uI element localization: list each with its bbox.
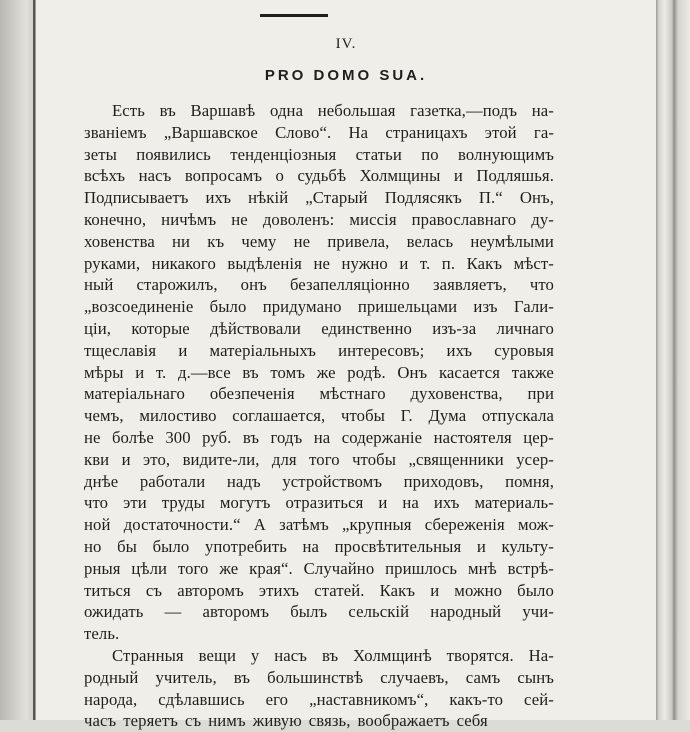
text-line — [84, 296, 554, 318]
word: вещи — [198, 645, 236, 665]
word: которые — [131, 318, 190, 338]
word: статей. — [314, 580, 365, 600]
word: На- — [528, 645, 554, 665]
text-line — [84, 623, 554, 645]
text-line — [84, 667, 554, 689]
word: ожидать — [84, 602, 144, 622]
book-page — [36, 0, 656, 731]
word: ховенства — [84, 231, 155, 251]
word: Слово“. — [275, 122, 332, 142]
word: Какъ — [466, 253, 503, 273]
word: также — [511, 362, 554, 382]
text-line — [84, 471, 554, 493]
word: „Старый — [305, 188, 368, 208]
word: помня, — [505, 471, 554, 491]
word: соглашается, — [232, 406, 326, 426]
word: П.“ — [478, 188, 503, 208]
word: мнѣ — [467, 558, 497, 578]
text-line — [84, 144, 554, 166]
word: бы — [117, 536, 137, 556]
word: живую — [252, 711, 302, 731]
word: ихъ — [433, 493, 460, 513]
word: къ — [207, 231, 225, 251]
word: насъ — [274, 645, 308, 665]
word: большинствѣ — [267, 667, 364, 687]
word: дѣйствовали — [210, 318, 301, 338]
word: Онъ, — [519, 188, 554, 208]
word: но — [84, 536, 102, 556]
word: мѣры — [84, 362, 124, 382]
chapter-title: PRO DOMO SUA. — [264, 67, 428, 84]
word: т. — [155, 362, 167, 382]
word: цѣли — [131, 558, 168, 578]
word: мож- — [517, 515, 554, 535]
word: „возсоединеніе — [84, 297, 194, 317]
word: ихъ — [446, 340, 473, 360]
word: видите-ли, — [182, 449, 260, 469]
text-line — [84, 492, 554, 514]
word: привела, — [327, 231, 390, 251]
word: было — [517, 580, 554, 600]
word: и — [453, 166, 463, 186]
word: страницахъ — [385, 122, 468, 142]
word: заявляетъ, — [432, 275, 507, 295]
word: не — [84, 427, 101, 447]
binding-line — [33, 0, 35, 720]
word: велась — [406, 231, 454, 251]
text-line — [84, 645, 554, 667]
word: отразиться — [285, 493, 364, 513]
word: Подписываетъ — [84, 188, 189, 208]
word: конечно, — [84, 209, 147, 229]
word: въ — [242, 427, 260, 447]
word: Подлясякъ — [384, 188, 462, 208]
word: и — [178, 340, 188, 360]
word: пришлось — [385, 558, 458, 578]
text-line — [84, 318, 554, 340]
word: А — [253, 515, 266, 535]
word: интересовъ; — [338, 340, 425, 360]
word: авторомъ — [177, 580, 244, 600]
word: усер- — [516, 449, 554, 469]
word: — — [164, 602, 182, 622]
word: это, — [143, 449, 171, 469]
word: его — [265, 689, 289, 709]
word: православнаго — [411, 209, 517, 229]
word: д.—все — [178, 362, 231, 382]
chapter-number: IV. — [335, 36, 357, 52]
word: на- — [531, 101, 554, 120]
word: Онъ — [397, 362, 428, 382]
word: настоятеля — [433, 427, 512, 447]
word: было — [209, 297, 247, 317]
word: появились — [136, 144, 211, 164]
word: чтобы — [352, 449, 397, 469]
word: этихъ — [258, 580, 300, 600]
word: часъ — [84, 711, 117, 731]
word: титься — [84, 580, 131, 600]
text-line — [84, 427, 554, 449]
word: ни — [172, 231, 191, 251]
word: случаевъ, — [380, 667, 449, 687]
word: себя — [456, 711, 488, 731]
word: Холмщинѣ — [353, 645, 432, 665]
word: сынъ — [517, 667, 554, 687]
word: съ — [185, 711, 202, 731]
text-line — [84, 514, 554, 536]
word: болѣе — [111, 427, 154, 447]
word: края“. — [249, 558, 293, 578]
word: чему — [241, 231, 277, 251]
text-line — [84, 449, 554, 471]
word: суровыя — [494, 340, 554, 360]
word: ничѣмъ — [161, 209, 217, 229]
word: эти — [123, 493, 147, 513]
word: теряетъ — [123, 711, 178, 731]
word: и — [430, 580, 440, 600]
text-line — [84, 601, 554, 623]
text-line — [84, 710, 554, 732]
word: о — [275, 166, 284, 186]
word: творятся. — [446, 645, 514, 665]
word: устройствомъ — [282, 471, 383, 491]
word: не — [313, 253, 330, 273]
word: доволенъ: — [262, 209, 335, 229]
word: старожилъ, — [136, 275, 218, 295]
text-line — [84, 362, 554, 384]
word: того — [309, 449, 340, 469]
text-line — [84, 165, 554, 187]
word: онъ — [240, 275, 267, 295]
word: руками, — [84, 253, 141, 273]
word: вопросамъ — [184, 166, 263, 186]
text-line — [84, 536, 554, 558]
text-line — [84, 383, 554, 405]
word: ной — [84, 515, 111, 535]
word: въ — [321, 645, 339, 665]
word: по — [421, 144, 439, 164]
word: сей- — [524, 689, 554, 709]
word: томъ — [270, 362, 306, 382]
word: „наставникомъ“, — [309, 689, 429, 709]
word: изъ — [473, 297, 498, 317]
left-page-edge — [0, 0, 36, 720]
word: всѣхъ — [84, 166, 126, 186]
word: и — [121, 449, 131, 469]
word: просвѣтительныя — [334, 536, 462, 556]
word: и — [399, 253, 409, 273]
word: „Варшавское — [163, 122, 258, 142]
word: На — [348, 122, 369, 142]
word: какъ-то — [449, 689, 504, 709]
word: сельскій — [348, 602, 410, 622]
word: матеріальнаго — [84, 384, 186, 404]
word: на — [302, 536, 320, 556]
word: родѣ. — [347, 362, 386, 382]
text-line — [84, 253, 554, 275]
word: т. — [419, 253, 431, 273]
word: содержаніе — [341, 427, 423, 447]
word: ду- — [531, 209, 554, 229]
word: на — [402, 493, 419, 513]
word: народа, — [84, 689, 138, 709]
word: волнующимъ — [458, 144, 554, 164]
word: изъ-за — [432, 318, 477, 338]
word: небольшая — [317, 101, 396, 120]
word: что — [84, 493, 109, 513]
text-line — [84, 122, 554, 144]
word: газетка,—подъ — [410, 101, 518, 120]
text-line — [84, 340, 554, 362]
word: неумѣлыми — [470, 231, 554, 251]
word: сдѣлавшись — [158, 689, 245, 709]
word: Странныя — [112, 645, 184, 665]
word: рныя — [84, 558, 121, 578]
word: въ — [233, 667, 251, 687]
text-line — [84, 580, 554, 602]
word: не — [231, 209, 248, 229]
word: ихъ — [205, 188, 232, 208]
word: встрѣ- — [507, 558, 554, 578]
word: безапелляціонно — [289, 275, 410, 295]
text-line — [84, 405, 554, 427]
word: руб. — [202, 427, 232, 447]
right-page-edge — [656, 0, 690, 720]
word: и — [476, 536, 486, 556]
word: при — [527, 384, 554, 404]
word: га- — [533, 122, 554, 142]
word: тщеславія — [84, 340, 157, 360]
word: учи- — [522, 602, 554, 622]
word: ціи, — [84, 318, 112, 338]
word: у — [250, 645, 260, 665]
word: былъ — [290, 602, 328, 622]
word: въ — [242, 362, 259, 382]
word: „крупныя — [342, 515, 412, 535]
word: того — [177, 558, 209, 578]
text-line — [84, 689, 554, 711]
word: зеты — [84, 144, 117, 164]
word: не — [293, 231, 311, 251]
word: одна — [270, 101, 304, 120]
word: материаль- — [474, 493, 554, 513]
word: съ — [145, 580, 163, 600]
word: что — [529, 275, 554, 295]
word: мѣстнаго — [319, 384, 386, 404]
word: касается — [438, 362, 501, 382]
word: Есть — [112, 101, 145, 120]
word: судьбѣ — [297, 166, 347, 186]
word: Холмщины — [359, 166, 441, 186]
word: культу- — [501, 536, 554, 556]
word: пришельцами — [357, 297, 458, 317]
text-line — [84, 187, 554, 209]
word: Гали- — [513, 297, 554, 317]
word: личнаго — [496, 318, 554, 338]
word: Г. — [400, 406, 413, 426]
word: Какъ — [379, 580, 416, 600]
word: нужно — [341, 253, 388, 273]
word: Варшавѣ — [190, 101, 256, 120]
word: учитель, — [155, 667, 217, 687]
word: этой — [484, 122, 517, 142]
word: духовенства, — [410, 384, 503, 404]
word: ный — [84, 275, 114, 295]
word: для — [271, 449, 297, 469]
text-line — [84, 558, 554, 580]
word: 300 — [165, 427, 191, 447]
word: чтобы — [340, 406, 385, 426]
word: надъ — [226, 471, 261, 491]
text-line — [84, 100, 554, 122]
word: сбереженія — [424, 515, 505, 535]
word: труды — [161, 493, 205, 513]
word: родный — [84, 667, 139, 687]
word: кви — [84, 449, 110, 469]
word: и — [135, 362, 145, 382]
word: годъ — [270, 427, 303, 447]
word: мѣст- — [513, 253, 554, 273]
word: тель. — [84, 624, 120, 644]
word: днѣе — [84, 471, 119, 491]
word: народный — [430, 602, 502, 622]
word: статьи — [355, 144, 402, 164]
text-line — [84, 209, 554, 231]
word: никакого — [151, 253, 216, 273]
word: званіемъ — [84, 122, 147, 142]
word: затѣмъ — [279, 515, 329, 535]
word: въ — [159, 101, 176, 120]
word: и — [378, 493, 388, 513]
word: цер- — [523, 427, 554, 447]
word: насъ — [138, 166, 172, 186]
word: нимъ — [208, 711, 246, 731]
word: выдѣленія — [227, 253, 302, 273]
word: употребить — [204, 536, 287, 556]
text-line — [84, 274, 554, 296]
word: же — [219, 558, 239, 578]
word: воображаетъ — [357, 711, 450, 731]
word: матеріальныхъ — [209, 340, 316, 360]
word: обезпеченія — [209, 384, 295, 404]
word: чемъ, — [84, 406, 124, 426]
body-text — [84, 100, 554, 732]
header-rule — [260, 14, 328, 17]
word: нѣкій — [248, 188, 289, 208]
word: Случайно — [303, 558, 375, 578]
word: Подляшья. — [476, 166, 554, 186]
word: отпускала — [481, 406, 554, 426]
word: было — [152, 536, 190, 556]
word: самъ — [465, 667, 501, 687]
word: единственно — [321, 318, 412, 338]
word: на — [313, 427, 331, 447]
word: тенденціозныя — [230, 144, 337, 164]
word: авторомъ — [202, 602, 270, 622]
word: связь, — [308, 711, 351, 731]
word: „священники — [408, 449, 504, 469]
word: же — [316, 362, 336, 382]
word: п. — [441, 253, 456, 273]
word: Дума — [428, 406, 467, 426]
word: можно — [454, 580, 503, 600]
word: работали — [139, 471, 206, 491]
word: приходовъ, — [403, 471, 484, 491]
word: миссія — [349, 209, 397, 229]
word: достаточности.“ — [123, 515, 241, 535]
word: придумано — [262, 297, 342, 317]
word: могутъ — [219, 493, 271, 513]
word: милостиво — [139, 406, 217, 426]
text-line — [84, 231, 554, 253]
